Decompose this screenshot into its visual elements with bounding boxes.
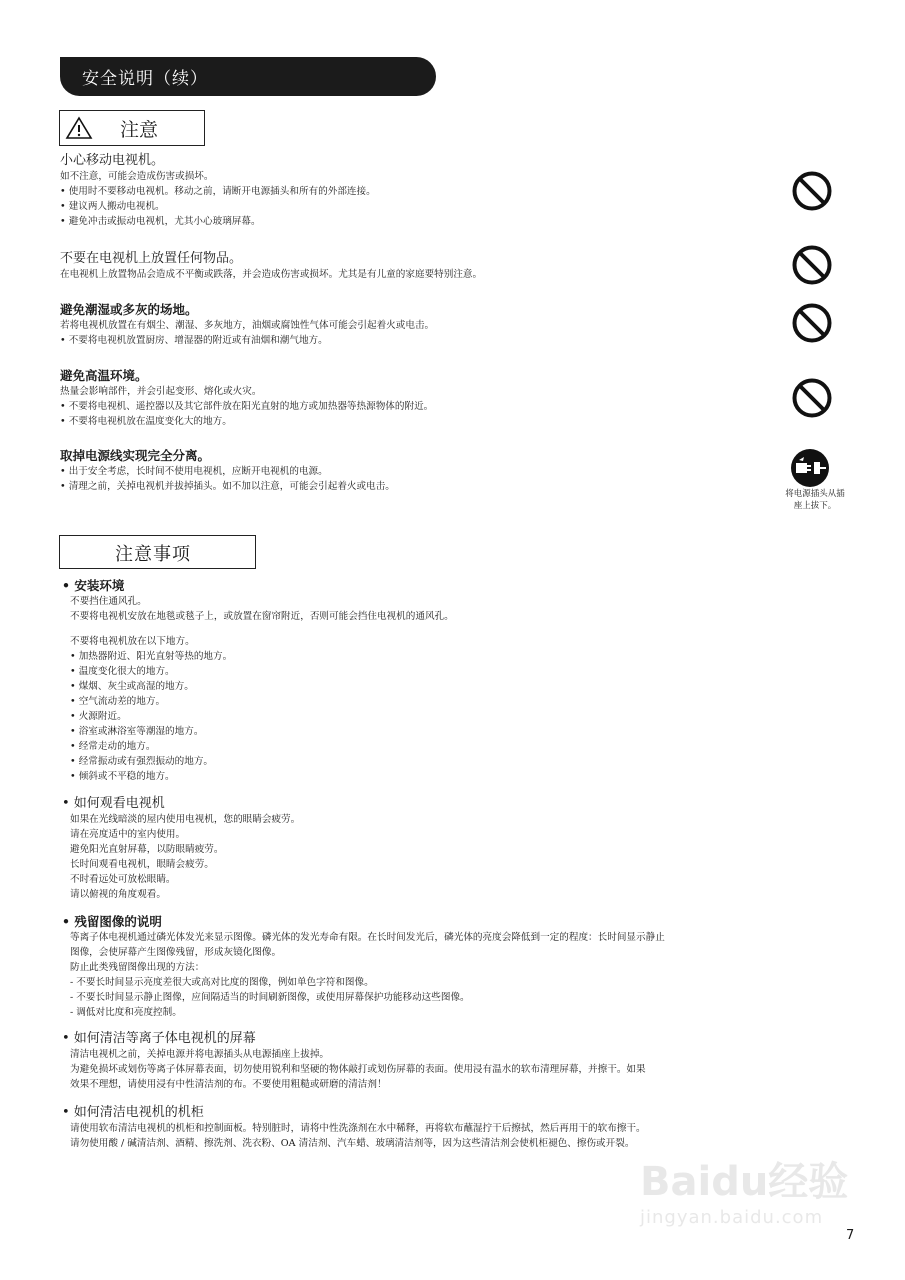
warning-line: • 清理之前，关掉电视机并拔掉插头。如不加以注意，可能会引起着火或电击。: [60, 481, 395, 492]
caution-label: 注意: [120, 119, 159, 141]
page-number: 7: [846, 1228, 855, 1243]
note-line: 防止此类残留图像出现的方法：: [70, 962, 205, 973]
note-line: 请勿使用酸 / 碱清洁剂、酒精、擦洗剂、洗衣粉、OA 清洁剂、汽车蜡、玻璃清洁剂等，因为这些清洁剂会使机柜褪色、擦伤或开裂。: [70, 1138, 635, 1149]
note-cabinet-cleaning: [62, 1105, 646, 1151]
note-line: 长时间观看电视机，眼睛会疲劳。: [70, 859, 214, 870]
notes-label: 注意事项: [115, 544, 191, 565]
warning-title: 避免潮湿或多灰的场地。: [60, 302, 198, 317]
watermark-brand: Baidu经验: [640, 1159, 849, 1205]
note-line: • 温度变化很大的地方。: [70, 666, 175, 677]
warning-title: 避免高温环境。: [60, 368, 148, 383]
unplug-icon: [790, 448, 830, 488]
note-line: 避免阳光直射屏幕，以防眼睛疲劳。: [70, 844, 224, 855]
caution-title-box: [59, 110, 205, 146]
note-line: • 经常振动或有强烈振动的地方。: [70, 756, 214, 767]
warning-move-tv: [60, 153, 376, 229]
warning-line: 若将电视机放置在有烟尘、潮湿、多灰地方，油烟或腐蚀性气体可能会引起着火或电击。: [60, 320, 435, 331]
prohibited-icon: [791, 302, 833, 344]
note-line: 请以俯视的角度观看。: [70, 889, 166, 900]
note-line: • 空气流动差的地方。: [70, 696, 166, 707]
note-line: 请在亮度适中的室内使用。: [70, 829, 186, 840]
unplug-caption: [770, 488, 860, 512]
note-line: • 加热器附近、阳光直射等热的地方。: [70, 651, 233, 662]
warning-line: • 避免冲击或振动电视机，尤其小心玻璃屏幕。: [60, 216, 261, 227]
note-line: • 煤烟、灰尘或高湿的地方。: [70, 681, 194, 692]
baidu-watermark: [640, 1150, 850, 1240]
note-line: 清洁电视机之前，关掉电源并将电源插头从电源插座上拔掉。: [70, 1049, 330, 1060]
note-line: 请使用软布清洁电视机的机柜和控制面板。特别脏时，请将中性洗涤剂在水中稀释，再将软布蘸湿拧干后擦拭，然后再用干的软布擦干。: [70, 1123, 646, 1134]
note-title: • 如何清洁电视机的机柜: [62, 1105, 204, 1120]
note-line: 如果在光线暗淡的屋内使用电视机，您的眼睛会疲劳。: [70, 814, 301, 825]
note-image-retention: [62, 914, 665, 1020]
note-title: • 如何观看电视机: [62, 796, 165, 811]
note-line: 不要将电视机放在以下地方。: [70, 636, 195, 647]
warning-line: 如不注意，可能会造成伤害或损坏。: [60, 171, 214, 182]
note-line: • 经常走动的地方。: [70, 741, 156, 752]
section-header-title: 安全说明（续）: [82, 69, 208, 89]
section-header-bar: [60, 57, 436, 96]
warning-title: 取掉电源线实现完全分离。: [60, 448, 211, 463]
note-line: • 倾斜或不平稳的地方。: [70, 771, 175, 782]
note-line: 不要将电视机安放在地毯或毯子上，或放置在窗帘附近，否则可能会挡住电视机的通风孔。: [70, 611, 454, 622]
warning-high-temp: [60, 368, 433, 429]
warning-title: 小心移动电视机。: [60, 153, 165, 168]
note-line: 图像，会使屏幕产生图像残留，形成灰镜化图像。: [70, 947, 282, 958]
warning-line: • 不要将电视机放置厨房、增湿器的附近或有油烟和潮气地方。: [60, 335, 328, 346]
warning-line: 热量会影响部件，并会引起变形、熔化或火灾。: [60, 386, 262, 397]
note-line: - 不要长时间显示亮度差很大或高对比度的图像，例如单色字符和图像。: [70, 977, 374, 988]
warning-no-objects: [60, 251, 482, 282]
warning-triangle-icon: [65, 116, 93, 140]
warning-line: • 建议两人搬动电视机。: [60, 201, 165, 212]
warning-title: 不要在电视机上放置任何物品。: [60, 251, 243, 266]
note-line: 效果不理想，请使用浸有中性清洁剂的布。不要使用粗糙或研磨的清洁剂！: [70, 1079, 387, 1090]
warning-unplug: [60, 448, 395, 494]
warning-line: • 出于安全考虑，长时间不使用电视机，应断开电视机的电源。: [60, 466, 328, 477]
unplug-caption-line: 座上拔下。: [793, 501, 837, 511]
note-line: 等离子体电视机通过磷光体发光来显示图像。磷光体的发光寿命有限。在长时间发光后，磷光体的亮度会降低到一定的程度：长时间显示静止: [70, 932, 665, 943]
note-line: 为避免损坏或划伤等离子体屏幕表面，切勿使用锐利和坚硬的物体敲打或划伤屏幕的表面。使用浸有温水的软布清理屏幕，并擦干。如果: [70, 1064, 646, 1075]
note-title: • 如何清洁等离子体电视机的屏幕: [62, 1031, 256, 1046]
note-line: • 浴室或淋浴室等潮湿的地方。: [70, 726, 204, 737]
note-line: - 调低对比度和亮度控制。: [70, 1007, 182, 1018]
note-viewing: [62, 796, 300, 902]
note-line: • 火源附近。: [70, 711, 127, 722]
note-line: 不要挡住通风孔。: [70, 596, 147, 607]
note-line: 不时看远处可放松眼睛。: [70, 874, 176, 885]
notes-title-box: [59, 535, 256, 569]
prohibited-icon: [791, 170, 833, 212]
warning-humidity-dust: [60, 302, 434, 348]
warning-line: • 不要将电视机放在温度变化大的地方。: [60, 416, 232, 427]
note-installation: [62, 578, 454, 784]
note-line: - 不要长时间显示静止图像，应间隔适当的时间刷新图像，或使用屏幕保护功能移动这些图像。: [70, 992, 470, 1003]
note-title: • 残留图像的说明: [62, 914, 162, 929]
prohibited-icon: [791, 377, 833, 419]
note-screen-cleaning: [62, 1031, 646, 1092]
warning-line: • 使用时不要移动电视机。移动之前，请断开电源插头和所有的外部连接。: [60, 186, 376, 197]
prohibited-icon: [791, 244, 833, 286]
warning-line: • 不要将电视机、遥控器以及其它部件放在阳光直射的地方或加热器等热源物体的附近。: [60, 401, 434, 412]
watermark-url: jingyan.baidu.com: [640, 1207, 824, 1228]
unplug-caption-line: 将电源插头从插: [785, 489, 845, 499]
note-title: • 安装环境: [62, 578, 125, 593]
warning-line: 在电视机上放置物品会造成不平衡或跌落，并会造成伤害或损坏。尤其是有儿童的家庭要特别注意。: [60, 269, 483, 280]
